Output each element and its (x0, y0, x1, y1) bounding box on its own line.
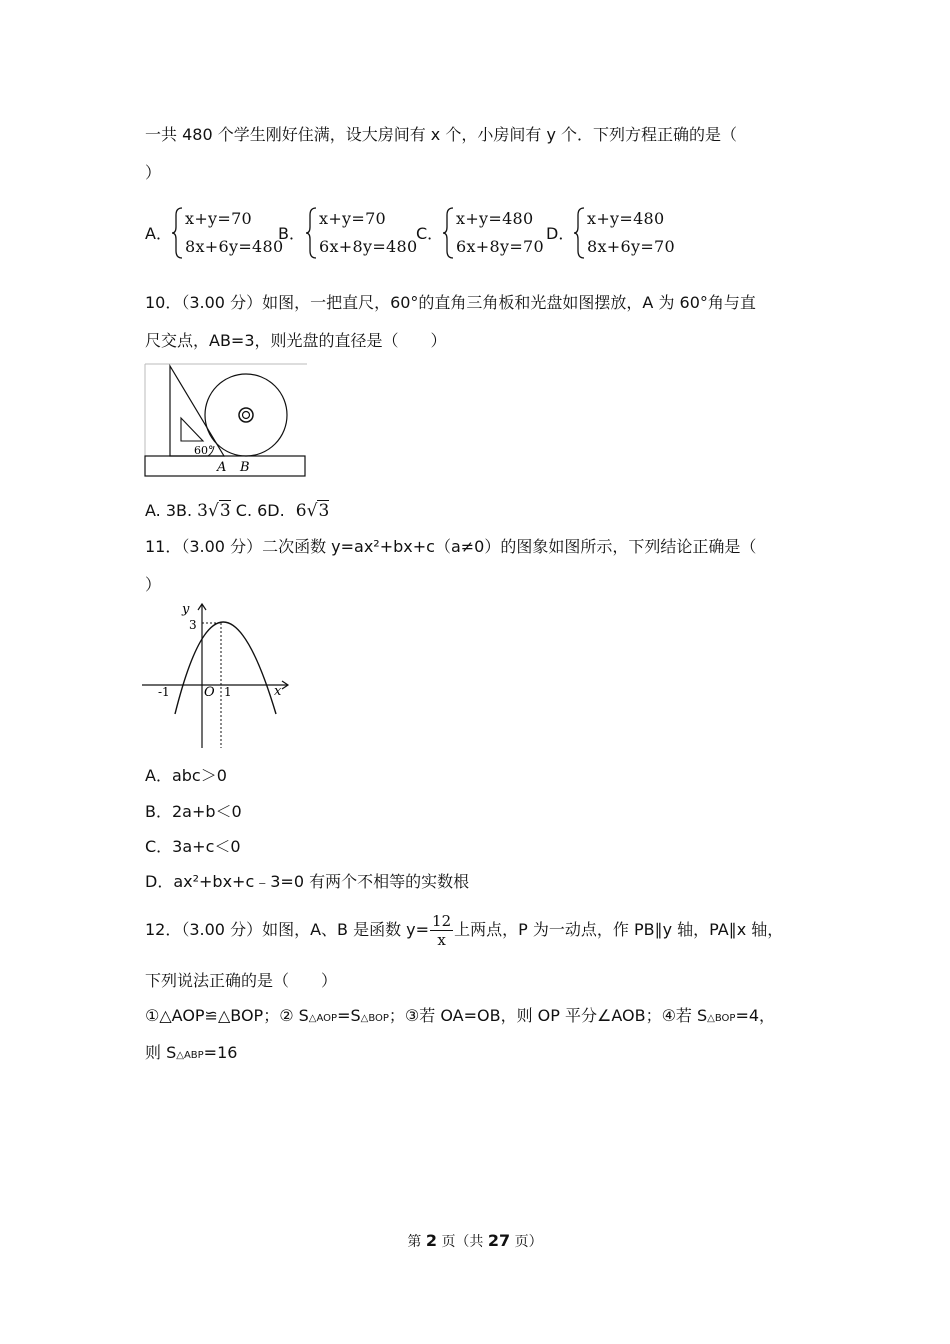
disc-hole-inner (243, 412, 250, 419)
q12-statements: ①△AOP≌△BOP；② S△AOP=S△BOP；③若 OA=OB，则 OP 平分∠AOB；④若 S△BOP=4， (145, 1006, 776, 1025)
q11-option-a: A．abc＞0 (145, 766, 227, 785)
point-a-label: A (217, 460, 227, 475)
triangle-ruler-inner (181, 418, 203, 441)
answer-b-sqrt: 3√3 (197, 501, 231, 521)
q11-stem-line1: 11．（3.00 分）二次函数 y=ax²+bx+c（a≠0）的图象如图所示，下列结论正确是（ (145, 537, 757, 556)
origin-label: O (204, 685, 215, 700)
q11-option-c: C．3a+c＜0 (145, 837, 241, 856)
parabola (175, 622, 276, 714)
q11-stem-line2: ） (145, 575, 162, 594)
answer-d-sqrt: 6√3 (295, 501, 330, 521)
equation-2: 6x+8y=70 (456, 237, 544, 256)
q12-stem-line2: 下列说法正确的是（ ） (145, 971, 338, 990)
angle-label: 60° (194, 444, 214, 457)
equation-1: x+y=70 (319, 209, 387, 228)
q9-stem-line2: ） (145, 163, 162, 182)
brace-icon (442, 205, 456, 261)
option-label: D． (546, 224, 575, 243)
point-b-label: B (240, 460, 250, 475)
page-footer: 第 2 页（共 27 页） (407, 1231, 543, 1250)
q10-stem-line1: 10．（3.00 分）如图，一把直尺，60°的直角三角板和光盘如图摆放，A 为 60°角与直 (145, 293, 756, 312)
q12-statement-4-cont: 则 S△ABP=16 (145, 1043, 238, 1062)
option-label: B． (278, 224, 305, 243)
disc (205, 374, 287, 456)
q12-stem-line1 (145, 910, 783, 950)
tick-label-neg1: -1 (158, 685, 170, 699)
brace-icon (171, 205, 185, 261)
answer-a-b: A. 3B. (145, 501, 193, 520)
q9-stem-line1: 一共 480 个学生刚好住满，设大房间有 x 个，小房间有 y 个．下列方程正确的是（ (145, 125, 737, 144)
equation-1: x+y=480 (587, 209, 665, 228)
fraction-12-over-x: $\frac{12}{x}$ (432, 912, 452, 949)
option-label: C． (416, 224, 444, 243)
option-label: A． (145, 224, 172, 243)
q11-option-d: D．ax²+bx+c﹣3=0 有两个不相等的实数根 (145, 872, 470, 891)
y-axis-label: y (182, 602, 190, 617)
total-pages: 27 (487, 1231, 511, 1250)
tick-label-3: 3 (189, 618, 197, 632)
equation-2: 8x+6y=70 (587, 237, 675, 256)
brace-icon (305, 205, 319, 261)
brace-icon (573, 205, 587, 261)
q12-stem-post: 上两点，P 为一动点，作 PB∥y 轴，PA∥x 轴， (454, 920, 784, 939)
q10-figure (144, 363, 308, 479)
q10-stem-line2: 尺交点，AB=3，则光盘的直径是（ ） (145, 331, 447, 350)
q11-option-b: B．2a+b＜0 (145, 802, 242, 821)
equation-2: 8x+6y=480 (185, 237, 284, 256)
equation-1: x+y=70 (185, 209, 253, 228)
disc-hole-outer (239, 408, 253, 422)
current-page-number: 2 (425, 1231, 437, 1250)
tick-label-1: 1 (224, 685, 232, 699)
q11-graph (142, 598, 292, 750)
equation-1: x+y=480 (456, 209, 534, 228)
answer-c-d: C. 6D. (235, 501, 285, 520)
equation-2: 6x+8y=480 (319, 237, 418, 256)
x-axis-label: x (274, 684, 282, 699)
q10-answers (145, 500, 329, 522)
q12-stem-pre: 12．（3.00 分）如图，A、B 是函数 y= (145, 920, 430, 939)
